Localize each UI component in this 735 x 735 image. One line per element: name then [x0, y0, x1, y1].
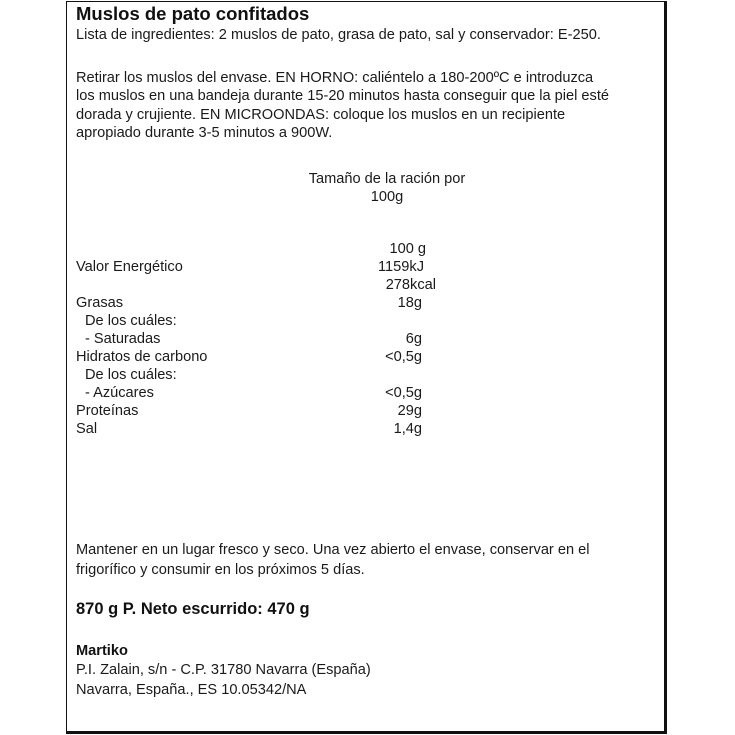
nutrient-label: De los cuáles:: [85, 367, 177, 383]
nutrient-label: Valor Energético: [76, 259, 183, 275]
nutrition-row: [76, 348, 436, 366]
nutrition-row: [76, 402, 436, 420]
nutrient-label: - Azúcares: [85, 385, 154, 401]
preparation-instructions: [76, 69, 661, 142]
net-weight: 870 g P. Neto escurrido: 470 g: [76, 600, 310, 618]
address-line: P.I. Zalain, s/n - C.P. 31780 Navarra (España): [76, 662, 371, 678]
nutrition-row: [76, 294, 436, 312]
preparation-line: los muslos en una bandeja durante 15-20 minutos hasta conseguir que la piel esté: [76, 88, 610, 105]
preparation-line: apropiado durante 3-5 minutos a 900W.: [76, 124, 333, 141]
ingredients-list: Lista de ingredientes: 2 muslos de pato, grasa de pato, sal y conservador: E-250.: [76, 27, 601, 43]
nutrition-table: [76, 240, 436, 438]
nutrition-row: [76, 330, 436, 348]
preparation-line: dorada y crujiente. EN MICROONDAS: coloque los muslos en un recipiente: [76, 106, 566, 123]
nutrient-label: - Saturadas: [85, 331, 161, 347]
manufacturer-address: [76, 661, 371, 700]
product-title: Muslos de pato confitados: [76, 3, 310, 24]
serving-size-label: Tamaño de la ración por: [308, 171, 466, 187]
manufacturer-brand: Martiko: [76, 643, 128, 659]
nutrient-value: 29g: [397, 403, 422, 419]
storage-line: Mantener en un lugar fresco y seco. Una vez abierto el envase, conservar en el: [76, 542, 590, 558]
storage-instructions: [76, 541, 590, 580]
nutrient-label: De los cuáles:: [85, 313, 177, 329]
nutrient-label: Grasas: [76, 295, 124, 311]
nutrition-header-row: [76, 240, 436, 258]
nutrition-row: [76, 366, 436, 384]
nutrition-row: [76, 312, 436, 330]
nutrient-value: <0,5g: [385, 349, 422, 365]
address-line: Navarra, España., ES 10.05342/NA: [76, 681, 307, 698]
nutrition-row: [76, 258, 436, 276]
nutrient-value: 1,4g: [393, 421, 422, 437]
product-label: [66, 1, 667, 734]
serving-size-value: 100g: [370, 189, 404, 205]
nutrient-value: 1159kJ: [378, 259, 424, 275]
nutrient-value: 6g: [405, 331, 422, 347]
preparation-line: Retirar los muslos del envase. EN HORNO: caliéntelo a 180-200ºC e introduzca: [76, 70, 594, 86]
nutrition-row: [76, 276, 436, 294]
nutrient-value: 278kcal: [385, 277, 436, 293]
serving-size: [287, 170, 487, 206]
nutrition-row: [76, 420, 436, 438]
nutrient-value: <0,5g: [385, 385, 422, 401]
nutrient-label: Hidratos de carbono: [76, 349, 208, 365]
nutrient-label: Sal: [76, 421, 98, 437]
nutrition-column-header: 100 g: [389, 241, 426, 257]
nutrition-row: [76, 384, 436, 402]
nutrient-value: 18g: [397, 295, 422, 311]
storage-line: frigorífico y consumir en los próximos 5 días.: [76, 561, 365, 578]
nutrient-label: Proteínas: [76, 403, 139, 419]
